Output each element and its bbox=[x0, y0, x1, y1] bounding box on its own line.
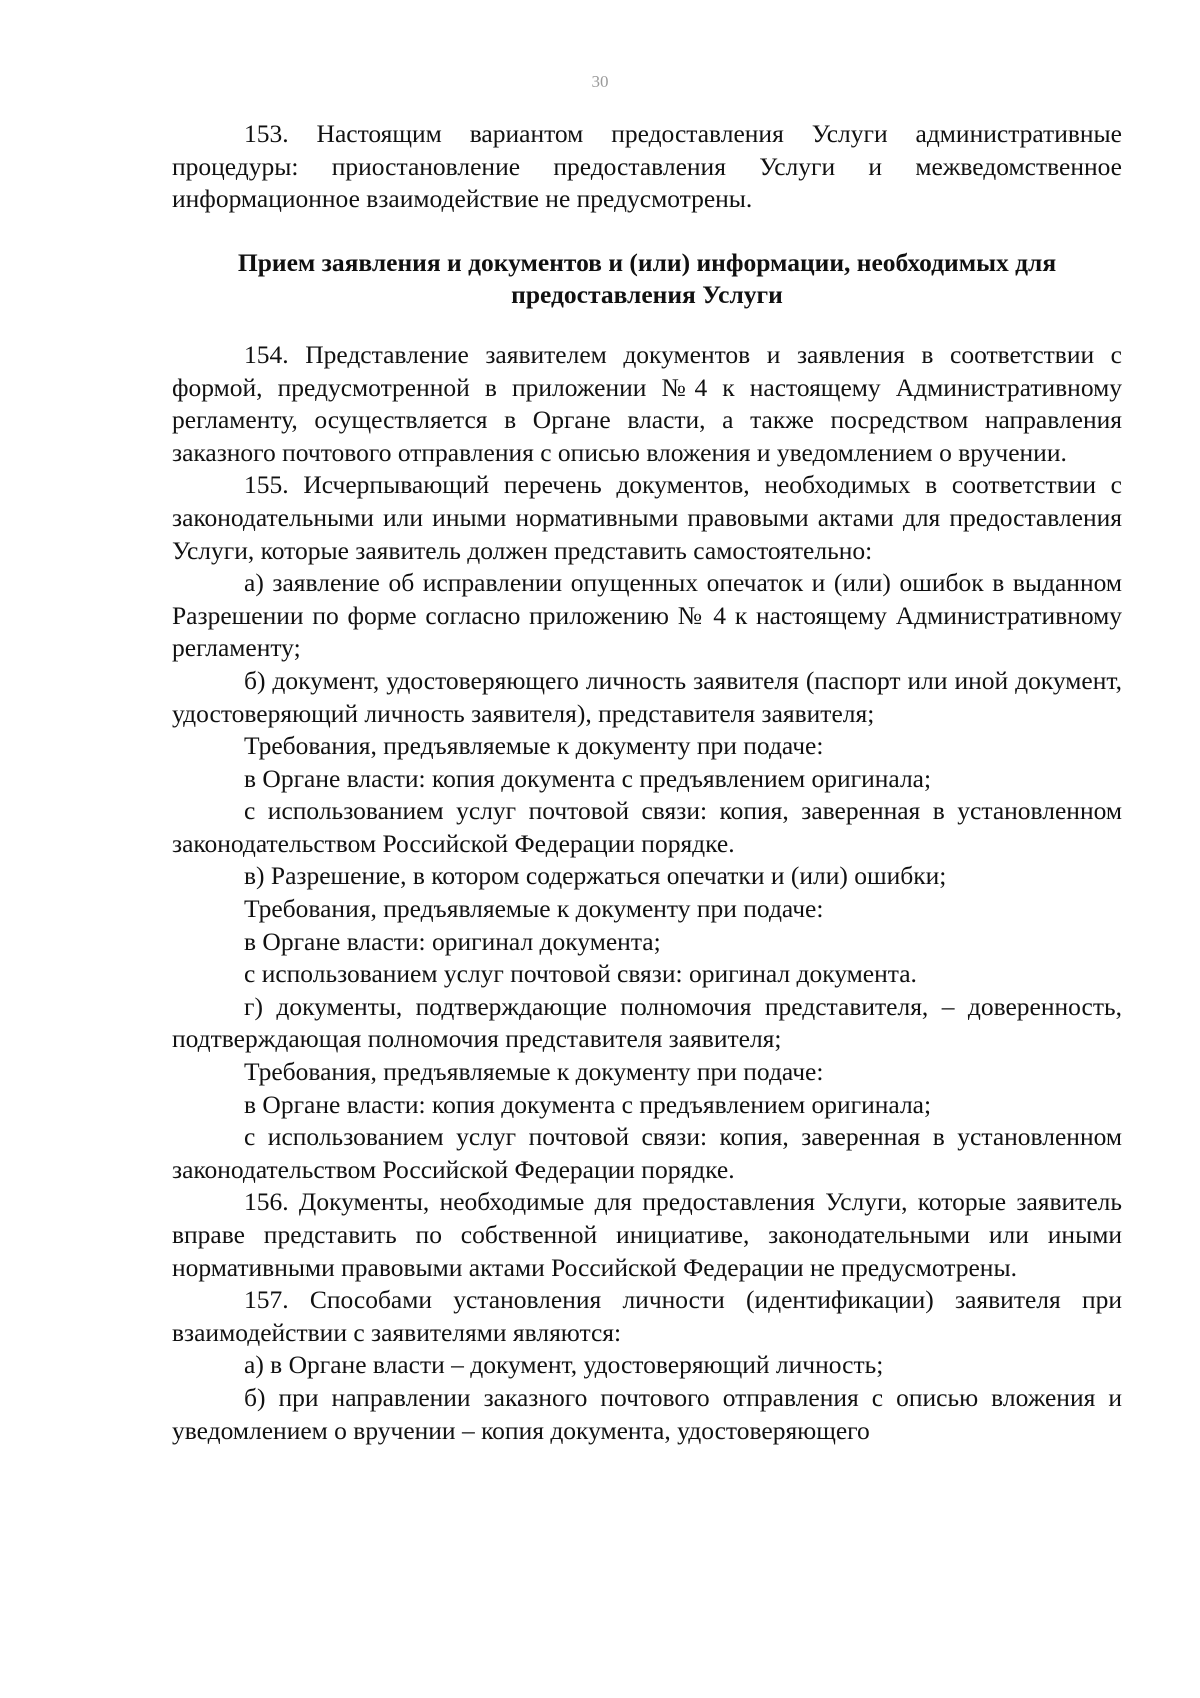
list-item-155-g: г) документы, подтверждающие полномочия представителя, – доверенность, подтверждающая полномочия представителя заявителя; bbox=[172, 991, 1122, 1054]
requirement-item: с использованием услуг почтовой связи: копия, заверенная в установленном законодательством Российской Федерации порядке. bbox=[172, 1122, 1122, 1184]
requirements-heading: Требования, предъявляемые к документу при подаче: bbox=[244, 731, 824, 761]
section-heading-line-1: Прием заявления и документов и (или) информации, необходимых для bbox=[237, 247, 1057, 277]
paragraph-154: 154. Представление заявителем документов и заявления в соответствии с формой, предусмотренной в приложении №4 к настоящему Административному регламенту, осуществляется в Органе власти, а также посредством направления заказного почтового отправления с описью вложения и уведомлением о вручении. bbox=[172, 339, 1122, 467]
page-number: 30 bbox=[591, 72, 609, 91]
section-heading-line-2: предоставления Услуги bbox=[511, 280, 783, 310]
paragraph-155: 155. Исчерпывающий перечень документов, необходимых в соответствии с законодательными или иными нормативными правовыми актами для предоставления Услуги, которые заявитель должен представить самостоятельно: bbox=[172, 470, 1122, 565]
paragraph-157: 157. Способами установления личности (идентификации) заявителя при взаимодействии с заявителями являются: bbox=[172, 1285, 1122, 1347]
requirement-item: в Органе власти: оригинал документа; bbox=[244, 926, 661, 956]
requirement-item: в Органе власти: копия документа с предъявлением оригинала; bbox=[244, 763, 932, 793]
list-item-155-b: б) документ, удостоверяющего личность заявителя (паспорт или иной документ, удостоверяющий личность заявителя), представителя заявителя; bbox=[172, 665, 1122, 728]
list-item-155-v: в) Разрешение, в котором содержаться опечатки и (или) ошибки; bbox=[244, 861, 947, 891]
section-heading bbox=[172, 247, 1122, 312]
list-item-157-b: б) при направлении заказного почтового отправления с описью вложения и уведомлением о вручении – копия документа, удостоверяющего bbox=[172, 1382, 1122, 1445]
requirement-item: с использованием услуг почтовой связи: оригинал документа. bbox=[244, 959, 917, 989]
requirement-item: в Органе власти: копия документа с предъявлением оригинала; bbox=[244, 1089, 932, 1119]
requirements-heading: Требования, предъявляемые к документу при подаче: bbox=[244, 1057, 824, 1087]
requirement-item: с использованием услуг почтовой связи: копия, заверенная в установленном законодательством Российской Федерации порядке. bbox=[172, 796, 1122, 858]
paragraph-153: 153. Настоящим вариантом предоставления Услуги административные процедуры: приостановление предоставления Услуги и межведомственное информационное взаимодействие не предусмотрены. bbox=[172, 119, 1122, 214]
list-item-157-a: а) в Органе власти – документ, удостоверяющий личность; bbox=[244, 1350, 884, 1380]
document-body bbox=[172, 118, 1122, 1447]
paragraph-156: 156. Документы, необходимые для предоставления Услуги, которые заявитель вправе представить по собственной инициативе, законодательными или иными нормативными правовыми актами Российской Федерации не предусмотрены. bbox=[172, 1187, 1122, 1282]
requirements-heading: Требования, предъявляемые к документу при подаче: bbox=[244, 894, 824, 924]
list-item-155-a: а) заявление об исправлении опущенных опечаток и (или) ошибок в выданном Разрешении по форме согласно приложению № 4 к настоящему Административному регламенту; bbox=[172, 568, 1122, 663]
